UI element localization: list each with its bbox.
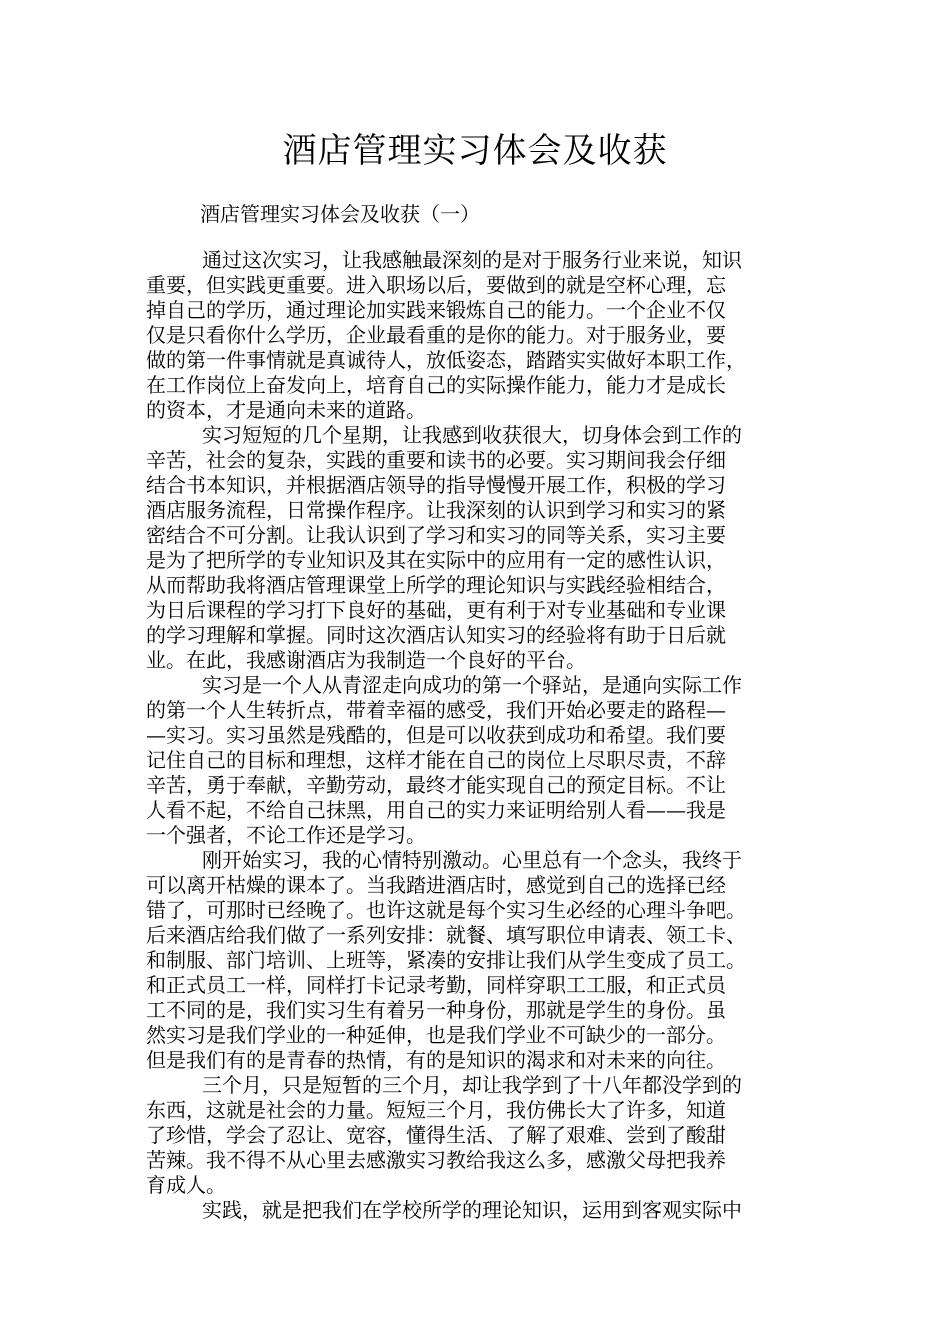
paragraph-line: 和正式员工一样，同样打卡记录考勤，同样穿职工工服，和正式员 xyxy=(146,973,726,997)
paragraph-line: 后来酒店给我们做了一系列安排：就餐、填写职位申请表、领工卡、 xyxy=(146,923,746,947)
paragraph-line: 的学习理解和掌握。同时这次酒店认知实习的经验将有助于日后就 xyxy=(146,623,726,647)
paragraph-line: 辛苦，社会的复杂，实践的重要和读书的必要。实习期间我会仔细 xyxy=(146,448,726,472)
paragraph-line: 和制服、部门培训、上班等，紧凑的安排让我们从学生变成了员工。 xyxy=(146,948,746,972)
paragraph-line: 的第一个人生转折点，带着幸福的感受，我们开始必要走的路程— xyxy=(146,698,726,722)
paragraph-line: 仅是只看你什么学历，企业最看重的是你的能力。对于服务业，要 xyxy=(146,323,726,347)
paragraph-line: —实习。实习虽然是残酷的，但是可以收获到成功和希望。我们要 xyxy=(146,723,726,747)
paragraph-line: 可以离开枯燥的课本了。当我踏进酒店时，感觉到自己的选择已经 xyxy=(146,873,726,897)
document-body xyxy=(146,248,826,1223)
paragraph-line: 酒店服务流程，日常操作程序。让我深刻的认识到学习和实习的紧 xyxy=(146,498,726,522)
body-paragraph xyxy=(146,1073,826,1198)
paragraph-line: 三个月，只是短暂的三个月，却让我学到了十八年都没学到的 xyxy=(202,1073,742,1097)
paragraph-line: 错了，可那时已经晚了。也许这就是每个实习生必经的心理斗争吧。 xyxy=(146,898,746,922)
paragraph-line: 实践，就是把我们在学校所学的理论知识，运用到客观实际中 xyxy=(202,1198,742,1222)
paragraph-line: 实习短短的几个星期，让我感到收获很大，切身体会到工作的 xyxy=(202,423,742,447)
body-paragraph xyxy=(146,848,826,1073)
paragraph-line: 然实习是我们学业的一种延伸，也是我们学业不可缺少的一部分。 xyxy=(146,1023,726,1047)
body-paragraph xyxy=(146,248,826,423)
paragraph-line: 重要，但实践更重要。进入职场以后，要做到的就是空杯心理，忘 xyxy=(146,273,726,297)
paragraph-line: 一个强者，不论工作还是学习。 xyxy=(146,823,426,847)
paragraph-line: 密结合不可分割。让我认识到了学习和实习的同等关系，实习主要 xyxy=(146,523,726,547)
paragraph-line: 结合书本知识，并根据酒店领导的指导慢慢开展工作，积极的学习 xyxy=(146,473,726,497)
body-paragraph xyxy=(146,423,826,673)
paragraph-line: 的资本，才是通向未来的道路。 xyxy=(146,398,426,422)
paragraph-line: 通过这次实习，让我感触最深刻的是对于服务行业来说，知识 xyxy=(202,248,742,272)
paragraph-line: 是为了把所学的专业知识及其在实际中的应用有一定的感性认识， xyxy=(146,548,726,572)
paragraph-line: 业。在此，我感谢酒店为我制造一个良好的平台。 xyxy=(146,648,586,672)
body-paragraph xyxy=(146,1198,826,1223)
paragraph-line: 记住自己的目标和理想，这样才能在自己的岗位上尽职尽责，不辞 xyxy=(146,748,726,772)
paragraph-line: 但是我们有的是青春的热情，有的是知识的渴求和对未来的向往。 xyxy=(146,1048,726,1072)
paragraph-line: 掉自己的学历，通过理论加实践来锻炼自己的能力。一个企业不仅 xyxy=(146,298,726,322)
paragraph-line: 东西，这就是社会的力量。短短三个月，我仿佛长大了许多，知道 xyxy=(146,1098,726,1122)
paragraph-line: 从而帮助我将酒店管理课堂上所学的理论知识与实践经验相结合， xyxy=(146,573,726,597)
paragraph-line: 实习是一个人从青涩走向成功的第一个驿站，是通向实际工作 xyxy=(202,673,742,697)
paragraph-line: 为日后课程的学习打下良好的基础，更有利于对专业基础和专业课 xyxy=(146,598,726,622)
paragraph-line: 了珍惜，学会了忍让、宽容，懂得生活、了解了艰难、尝到了酸甜 xyxy=(146,1123,726,1147)
paragraph-line: 在工作岗位上奋发向上，培育自己的实际操作能力，能力才是成长 xyxy=(146,373,726,397)
paragraph-line: 做的第一件事情就是真诚待人，放低姿态，踏踏实实做好本职工作， xyxy=(146,348,746,372)
document-title: 酒店管理实习体会及收获 xyxy=(282,131,668,171)
paragraph-line: 工不同的是，我们实习生有着另一种身份，那就是学生的身份。虽 xyxy=(146,998,726,1022)
document-subtitle: 酒店管理实习体会及收获（一） xyxy=(200,202,480,226)
paragraph-line: 辛苦，勇于奉献，辛勤劳动，最终才能实现自己的预定目标。不让 xyxy=(146,773,726,797)
body-paragraph xyxy=(146,673,826,848)
paragraph-line: 人看不起，不给自己抹黑，用自己的实力来证明给别人看——我是 xyxy=(146,798,726,822)
paragraph-line: 育成人。 xyxy=(146,1173,226,1197)
paragraph-line: 刚开始实习，我的心情特别激动。心里总有一个念头，我终于 xyxy=(202,848,742,872)
paragraph-line: 苦辣。我不得不从心里去感激实习教给我这么多，感激父母把我养 xyxy=(146,1148,726,1172)
